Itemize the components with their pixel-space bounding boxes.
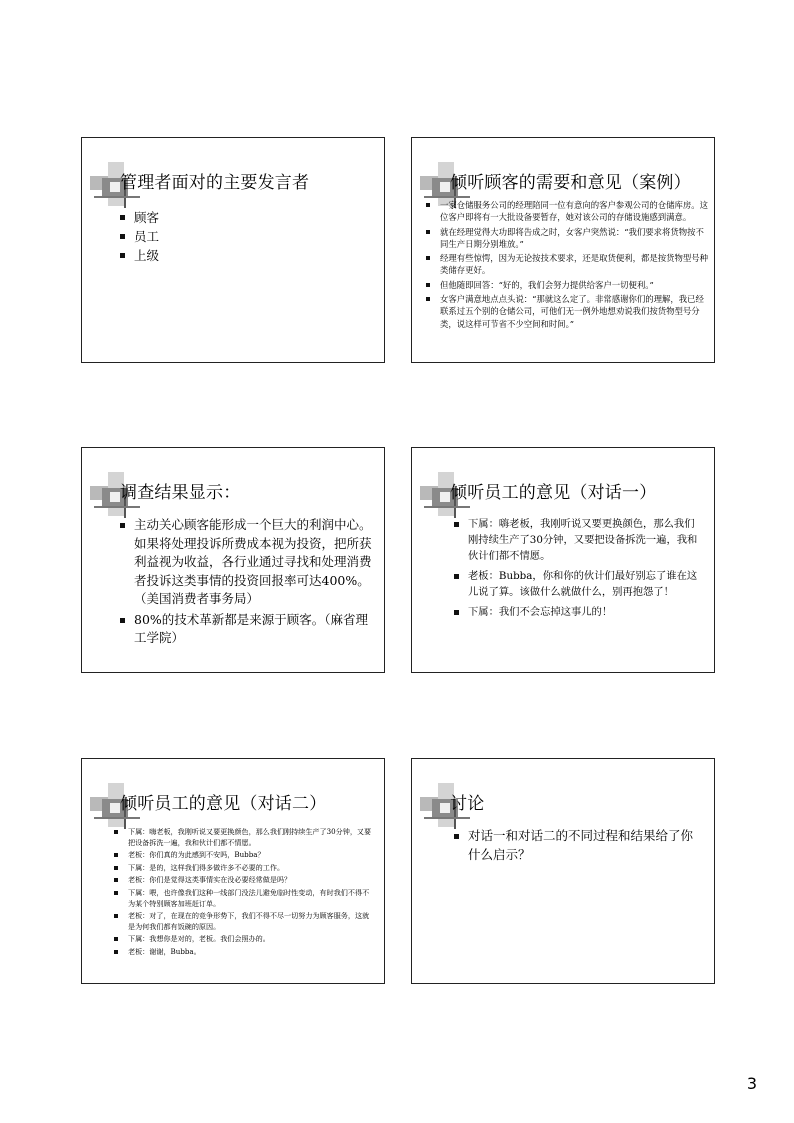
bullet-icon bbox=[120, 215, 125, 220]
list-item: 但他随即回答：“好的，我们会努力提供给客户一切便利。” bbox=[426, 279, 708, 291]
bullet-icon bbox=[114, 878, 118, 882]
list-item: 老板：你们是觉得这类事情实在没必要经常做是吗？ bbox=[114, 875, 376, 886]
list-item: 老板：谢谢，Bubba。 bbox=[114, 947, 376, 958]
list-item: 下属：我想你是对的，老板。我们会照办的。 bbox=[114, 934, 376, 945]
bullet-icon bbox=[454, 834, 459, 839]
slide-title: 倾听员工的意见（对话二） bbox=[120, 794, 327, 814]
bullet-icon bbox=[114, 866, 118, 870]
list-item: 对话一和对话二的不同过程和结果给了你什么启示？ bbox=[454, 827, 704, 864]
bullet-icon bbox=[114, 914, 118, 918]
bullet-icon bbox=[114, 937, 118, 941]
bullet-icon bbox=[426, 203, 430, 207]
slide-5 bbox=[81, 758, 385, 984]
bullet-icon bbox=[120, 234, 125, 239]
bullet-list bbox=[426, 199, 708, 330]
bullet-icon bbox=[114, 950, 118, 954]
slide-2 bbox=[411, 137, 715, 363]
list-item: 下属：我们不会忘掉这事儿的！ bbox=[454, 604, 704, 620]
slide-title: 倾听员工的意见（对话一） bbox=[450, 483, 657, 503]
slide-title: 调查结果显示： bbox=[120, 483, 241, 503]
bullet-icon bbox=[114, 853, 118, 857]
list-item: 下属：喂，也许像我们这种一线部门没法儿避免临时性变动，有时我们不得不为某个特别顾客加班赶订单。 bbox=[114, 888, 376, 909]
list-item: 就在经理觉得大功即将告成之时，女客户突然说：“我们要求将货物按不同生产日期分别堆放。” bbox=[426, 226, 708, 251]
slide-6 bbox=[411, 758, 715, 984]
list-item: 上级 bbox=[120, 246, 360, 265]
bullet-list bbox=[120, 208, 360, 265]
bullet-icon bbox=[120, 253, 125, 258]
bullet-icon bbox=[426, 283, 430, 287]
bullet-list bbox=[114, 827, 376, 958]
bullet-list bbox=[454, 516, 704, 620]
bullet-list bbox=[454, 827, 704, 864]
list-item: 经理有些惊愕，因为无论按技术要求，还是取货便利，都是按货物型号种类储存更好。 bbox=[426, 252, 708, 277]
bullet-icon bbox=[114, 891, 118, 895]
slide-title: 倾听顾客的需要和意见（案例） bbox=[450, 173, 691, 193]
list-item: 女客户满意地点点头说：“那就这么定了。非常感谢你们的理解，我已经联系过五个别的仓储公司，可他们无一例外地想劝说我们按货物型号分类，说这样可节省不少空间和时间。” bbox=[426, 293, 708, 330]
list-item: 老板：对了，在现在的竞争形势下，我们不得不尽一切努力为顾客服务，这就是为何我们都有饭碗的原因。 bbox=[114, 911, 376, 932]
list-item: 老板：你们真的为此感到不安吗，Bubba？ bbox=[114, 850, 376, 861]
list-item: 老板：Bubba，你和你的伙计们最好别忘了谁在这儿说了算。该做什么就做什么，别再抱怨了！ bbox=[454, 568, 704, 600]
list-item: 下属：嗨老板，我刚听说又要更换颜色，那么我们刚持续生产了30分钟，又要把设备拆洗一遍，我和伙计们都不情愿。 bbox=[454, 516, 704, 564]
bullet-icon bbox=[120, 523, 125, 528]
bullet-list bbox=[120, 516, 372, 648]
list-item: 下属：是的，这样我们得多做许多不必要的工作。 bbox=[114, 863, 376, 874]
slide-1 bbox=[81, 137, 385, 363]
slide-title: 讨论 bbox=[450, 794, 485, 814]
list-item: 员工 bbox=[120, 227, 360, 246]
bullet-icon bbox=[426, 256, 430, 260]
bullet-icon bbox=[114, 830, 118, 834]
bullet-icon bbox=[454, 610, 459, 615]
page-number: 3 bbox=[746, 1074, 757, 1093]
slide-title: 管理者面对的主要发言者 bbox=[120, 173, 310, 193]
list-item: 80%的技术革新都是来源于顾客。（麻省理工学院） bbox=[120, 611, 372, 648]
bullet-icon bbox=[120, 618, 125, 623]
bullet-icon bbox=[426, 297, 430, 301]
slide-4 bbox=[411, 447, 715, 673]
bullet-icon bbox=[426, 230, 430, 234]
bullet-icon bbox=[454, 522, 459, 527]
list-item: 主动关心顾客能形成一个巨大的利润中心。如果将处理投诉所费成本视为投资，把所获利益视为收益，各行业通过寻找和处理消费者投诉这类事情的投资回报率可达400%。（美国消费者事务局） bbox=[120, 516, 372, 609]
list-item: 下属：嗨老板，我刚听说又要更换颜色，那么我们刚持续生产了30分钟，又要把设备拆洗一遍，我和伙计们都不情愿。 bbox=[114, 827, 376, 848]
bullet-icon bbox=[454, 574, 459, 579]
list-item: 顾客 bbox=[120, 208, 360, 227]
slide-3 bbox=[81, 447, 385, 673]
list-item: 一家仓储服务公司的经理陪同一位有意向的客户参观公司的仓储库房。这位客户即将有一大批设备要暂存，她对该公司的存储设施感到满意。 bbox=[426, 199, 708, 224]
